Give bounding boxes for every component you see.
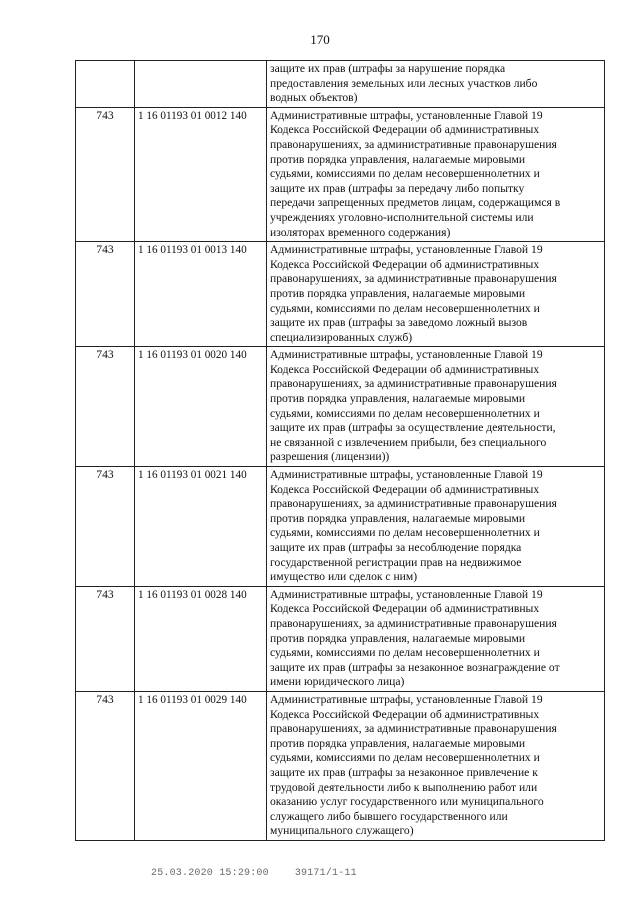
description-line: судьями, комиссиями по делам несовершеннолетних и <box>270 301 540 315</box>
table-body <box>76 61 605 841</box>
table-row <box>76 107 605 241</box>
description-line: правонарушениях, за административные правонарушения <box>270 137 557 151</box>
description-line: защите их прав (штрафы за осуществление деятельности, <box>270 421 556 435</box>
description-line: против порядка управления, налагаемые мировыми <box>270 286 526 300</box>
description-line: защите их прав (штрафы за незаконное вознаграждение от <box>270 660 560 674</box>
description-cell <box>267 691 605 840</box>
budget-codes-table <box>75 60 605 841</box>
description-line: трудовой деятельности либо к выполнению работ или <box>270 780 538 794</box>
description-line: защите их прав (штрафы за несоблюдение порядка <box>270 541 522 554</box>
admin-code-cell: 743 <box>76 347 135 467</box>
description-line: Административные штрафы, установленные Главой 19 <box>270 348 543 362</box>
description-line: Кодекса Российской Федерации об административных <box>270 602 540 616</box>
table-row <box>76 586 605 691</box>
description-line: изоляторах временного содержания) <box>270 225 451 239</box>
description-line: специализированных служб) <box>270 330 413 344</box>
kbk-code-cell: 1 16 01193 01 0029 140 <box>135 691 267 840</box>
description-line: муниципального служащего) <box>270 824 414 838</box>
kbk-code-cell: 1 16 01193 01 0021 140 <box>135 467 267 587</box>
description-cell <box>267 467 605 587</box>
description-line: против порядка управления, налагаемые мировыми <box>270 631 526 645</box>
description-line: Кодекса Российской Федерации об административных <box>270 123 540 137</box>
admin-code-cell: 743 <box>76 586 135 691</box>
description-line: судьями, комиссиями по делам несовершеннолетних и <box>270 167 540 181</box>
description-line: против порядка управления, налагаемые мировыми <box>270 152 526 166</box>
description-line: защите их прав (штрафы за заведомо ложный вызов <box>270 316 528 330</box>
description-line: Административные штрафы, установленные Главой 19 <box>270 692 543 706</box>
description-cell <box>267 347 605 467</box>
description-line: правонарушениях, за административные правонарушения <box>270 377 557 391</box>
table-row <box>76 61 605 108</box>
description-line: не связанной с извлечением прибыли, без специального <box>270 435 547 449</box>
footer-timestamp: 25.03.2020 15:29:00 <box>151 868 269 879</box>
description-line: против порядка управления, налагаемые мировыми <box>270 392 526 406</box>
description-line: правонарушениях, за административные правонарушения <box>270 272 557 286</box>
description-line: государственной регистрации прав на недвижимое <box>270 555 522 569</box>
footer-doc-id: 39171/1-11 <box>294 868 357 879</box>
description-line: оказанию услуг государственного или муниципального <box>270 795 544 809</box>
description-line: защите их прав (штрафы за нарушение порядка <box>270 62 506 75</box>
description-line: разрешения (лицензии)) <box>270 450 390 464</box>
description-line: имущество или сделок с ним) <box>270 570 418 584</box>
description-line: имени юридического лица) <box>270 675 405 689</box>
description-line: судьями, комиссиями по делам несовершеннолетних и <box>270 751 540 765</box>
kbk-code-cell: 1 16 01193 01 0020 140 <box>135 347 267 467</box>
description-line: судьями, комиссиями по делам несовершеннолетних и <box>270 646 540 660</box>
kbk-code-cell: 1 16 01193 01 0012 140 <box>135 107 267 241</box>
description-line: Кодекса Российской Федерации об административных <box>270 482 540 496</box>
description-line: учреждениях уголовно-исполнительной системы или <box>270 210 534 224</box>
description-cell <box>267 586 605 691</box>
footer <box>151 868 383 879</box>
description-cell <box>267 107 605 241</box>
description-line: против порядка управления, налагаемые мировыми <box>270 511 526 525</box>
table-row <box>76 467 605 587</box>
table-row <box>76 691 605 840</box>
description-line: Кодекса Российской Федерации об административных <box>270 707 540 721</box>
page-number: 170 <box>310 32 330 47</box>
description-line: правонарушениях, за административные правонарушения <box>270 616 557 630</box>
description-line: Административные штрафы, установленные Главой 19 <box>270 108 543 122</box>
kbk-code-cell: 1 16 01193 01 0013 140 <box>135 242 267 347</box>
description-line: водных объектов) <box>270 91 358 105</box>
description-line: Административные штрафы, установленные Главой 19 <box>270 243 543 257</box>
description-line: защите их прав (штрафы за передачу либо попытку <box>270 181 525 195</box>
description-line: против порядка управления, налагаемые мировыми <box>270 736 526 750</box>
description-line: защите их прав (штрафы за незаконное привлечение к <box>270 765 538 779</box>
description-cell <box>267 242 605 347</box>
kbk-code-cell <box>135 61 267 108</box>
description-line: правонарушениях, за административные правонарушения <box>270 722 557 736</box>
description-line: правонарушениях, за административные правонарушения <box>270 497 557 511</box>
description-line: судьями, комиссиями по делам несовершеннолетних и <box>270 406 540 420</box>
description-line: Административные штрафы, установленные Главой 19 <box>270 587 543 601</box>
admin-code-cell: 743 <box>76 242 135 347</box>
description-line: Кодекса Российской Федерации об административных <box>270 362 540 376</box>
description-line: Кодекса Российской Федерации об административных <box>270 257 540 271</box>
kbk-code-cell: 1 16 01193 01 0028 140 <box>135 586 267 691</box>
description-line: судьями, комиссиями по делам несовершеннолетних и <box>270 526 540 540</box>
admin-code-cell <box>76 61 135 108</box>
table-row <box>76 242 605 347</box>
description-line: Административные штрафы, установленные Главой 19 <box>270 468 543 482</box>
description-line: служащего либо бывшего государственного или <box>270 809 508 823</box>
description-line: предоставления земельных или лесных участков либо <box>270 76 538 90</box>
admin-code-cell: 743 <box>76 107 135 241</box>
admin-code-cell: 743 <box>76 467 135 587</box>
admin-code-cell: 743 <box>76 691 135 840</box>
description-cell <box>267 61 605 108</box>
description-line: передачи запрещенных предметов лицам, содержащимся в <box>270 196 561 210</box>
table-row <box>76 347 605 467</box>
